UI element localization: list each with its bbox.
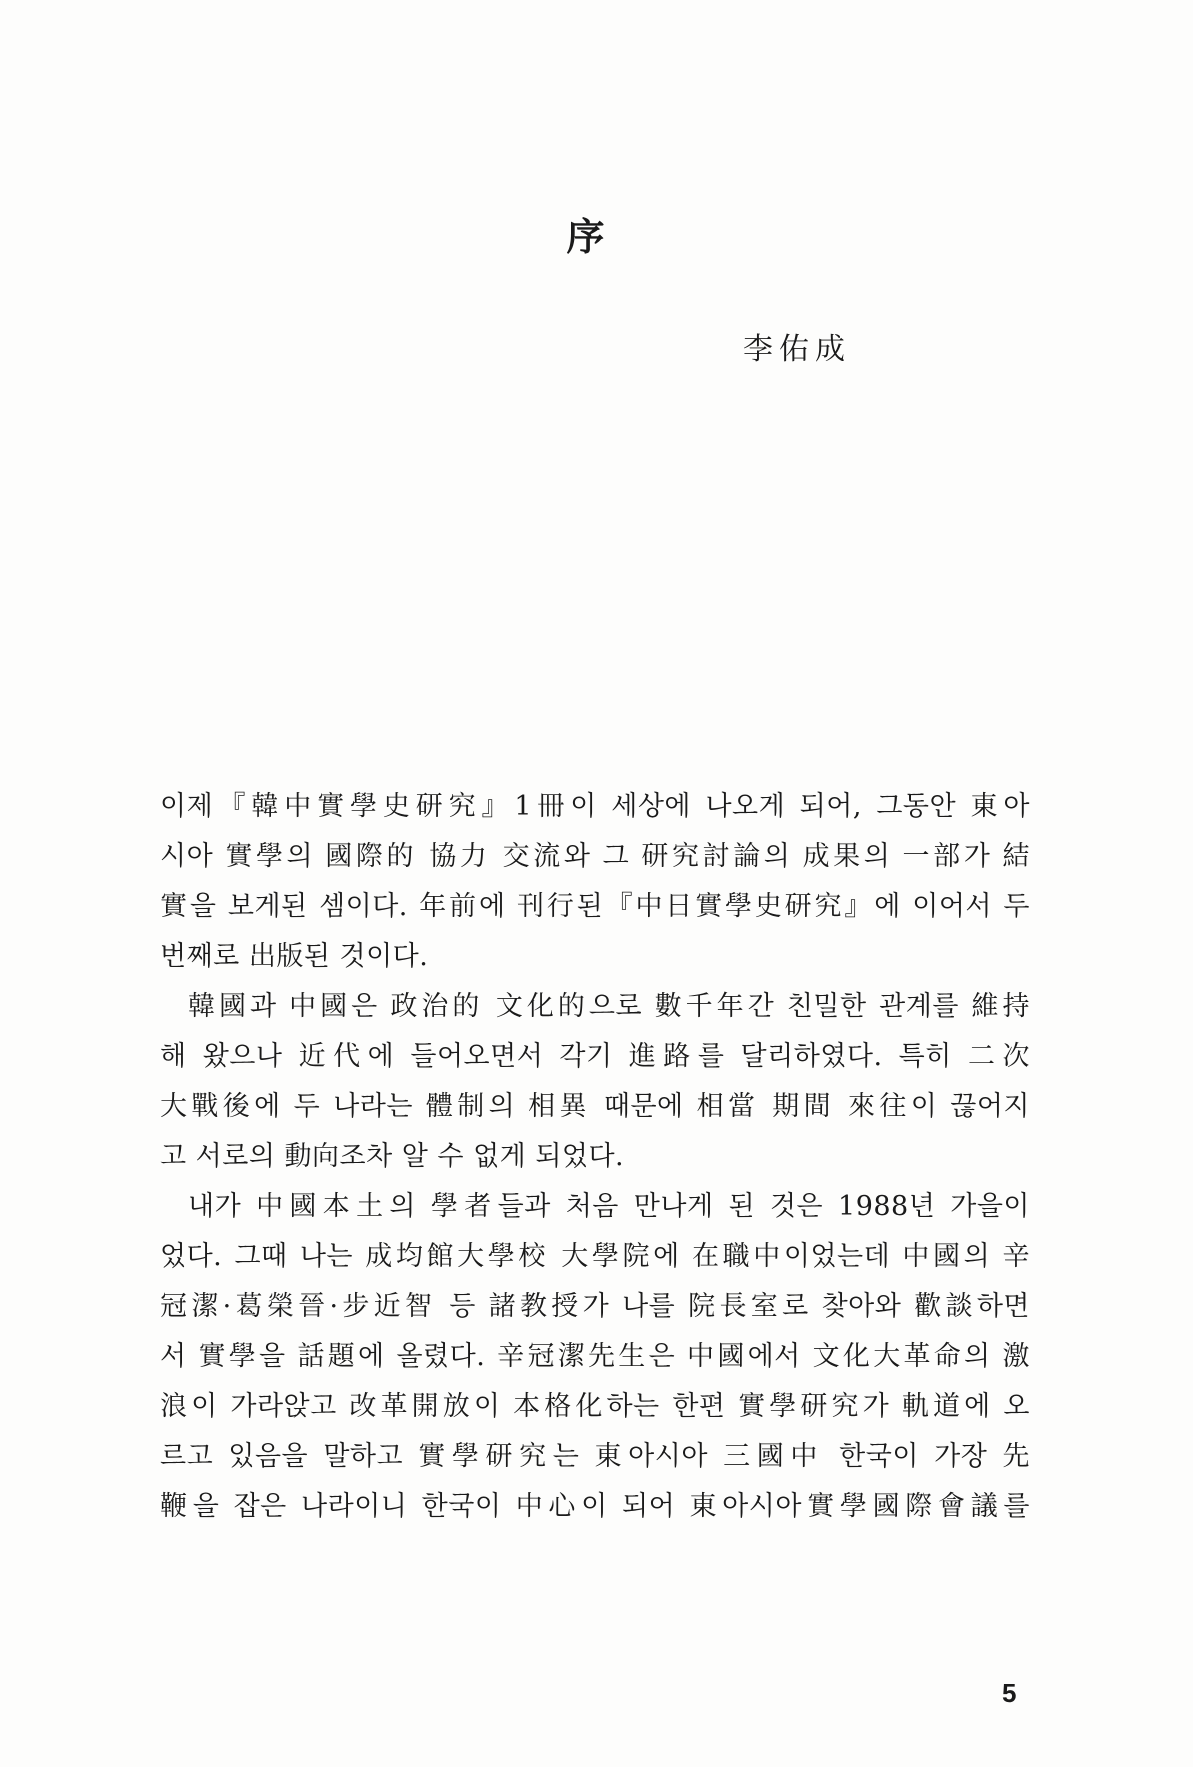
author-name: 李佑成 — [743, 332, 851, 367]
text-line: 冠潔·葛榮晉·步近智 등 諸教授가 나를 院長室로 찾아와 歡談하면 — [160, 1291, 1030, 1322]
text-line: 大戰後에 두 나라는 體制의 相異 때문에 相當 期間 來往이 끊어지 — [160, 1091, 1030, 1122]
text-line: 내가 中國本土의 學者들과 처음 만나게 된 것은 1988년 가을이 — [188, 1191, 1030, 1222]
text-line: 고 서로의 動向조차 알 수 없게 되었다. — [160, 1141, 625, 1172]
text-line: 해 왔으나 近代에 들어오면서 각기 進路를 달리하였다. 특히 二次 — [160, 1041, 1030, 1072]
text-line: 鞭을 잡은 나라이니 한국이 中心이 되어 東아시아實學國際會議를 — [160, 1491, 1030, 1522]
page-number: 5 — [1002, 1678, 1017, 1708]
text-line: 르고 있음을 말하고 實學研究는 東아시아 三國中 한국이 가장 先 — [160, 1441, 1030, 1472]
text-line: 이제『韓中實學史研究』1冊이 세상에 나오게 되어, 그동안 東아 — [160, 791, 1030, 822]
page-title: 序 — [566, 214, 607, 259]
text-line: 韓國과 中國은 政治的 文化的으로 數千年간 친밀한 관계를 維持 — [188, 991, 1030, 1022]
text-line: 시아 實學의 國際的 協力 交流와 그 研究討論의 成果의 一部가 結 — [160, 841, 1030, 872]
text-line: 浪이 가라앉고 改革開放이 本格化하는 한편 實學研究가 軌道에 오 — [160, 1391, 1030, 1422]
text-line: 實을 보게된 셈이다. 年前에 刊行된『中日實學史研究』에 이어서 두 — [160, 891, 1030, 922]
text-line: 서 實學을 話題에 올렸다. 辛冠潔先生은 中國에서 文化大革命의 激 — [160, 1341, 1030, 1372]
text-line: 었다. 그때 나는 成均館大學校 大學院에 在職中이었는데 中國의 辛 — [160, 1241, 1030, 1272]
body-text — [160, 782, 1030, 1532]
text-line: 번째로 出版된 것이다. — [160, 941, 429, 972]
